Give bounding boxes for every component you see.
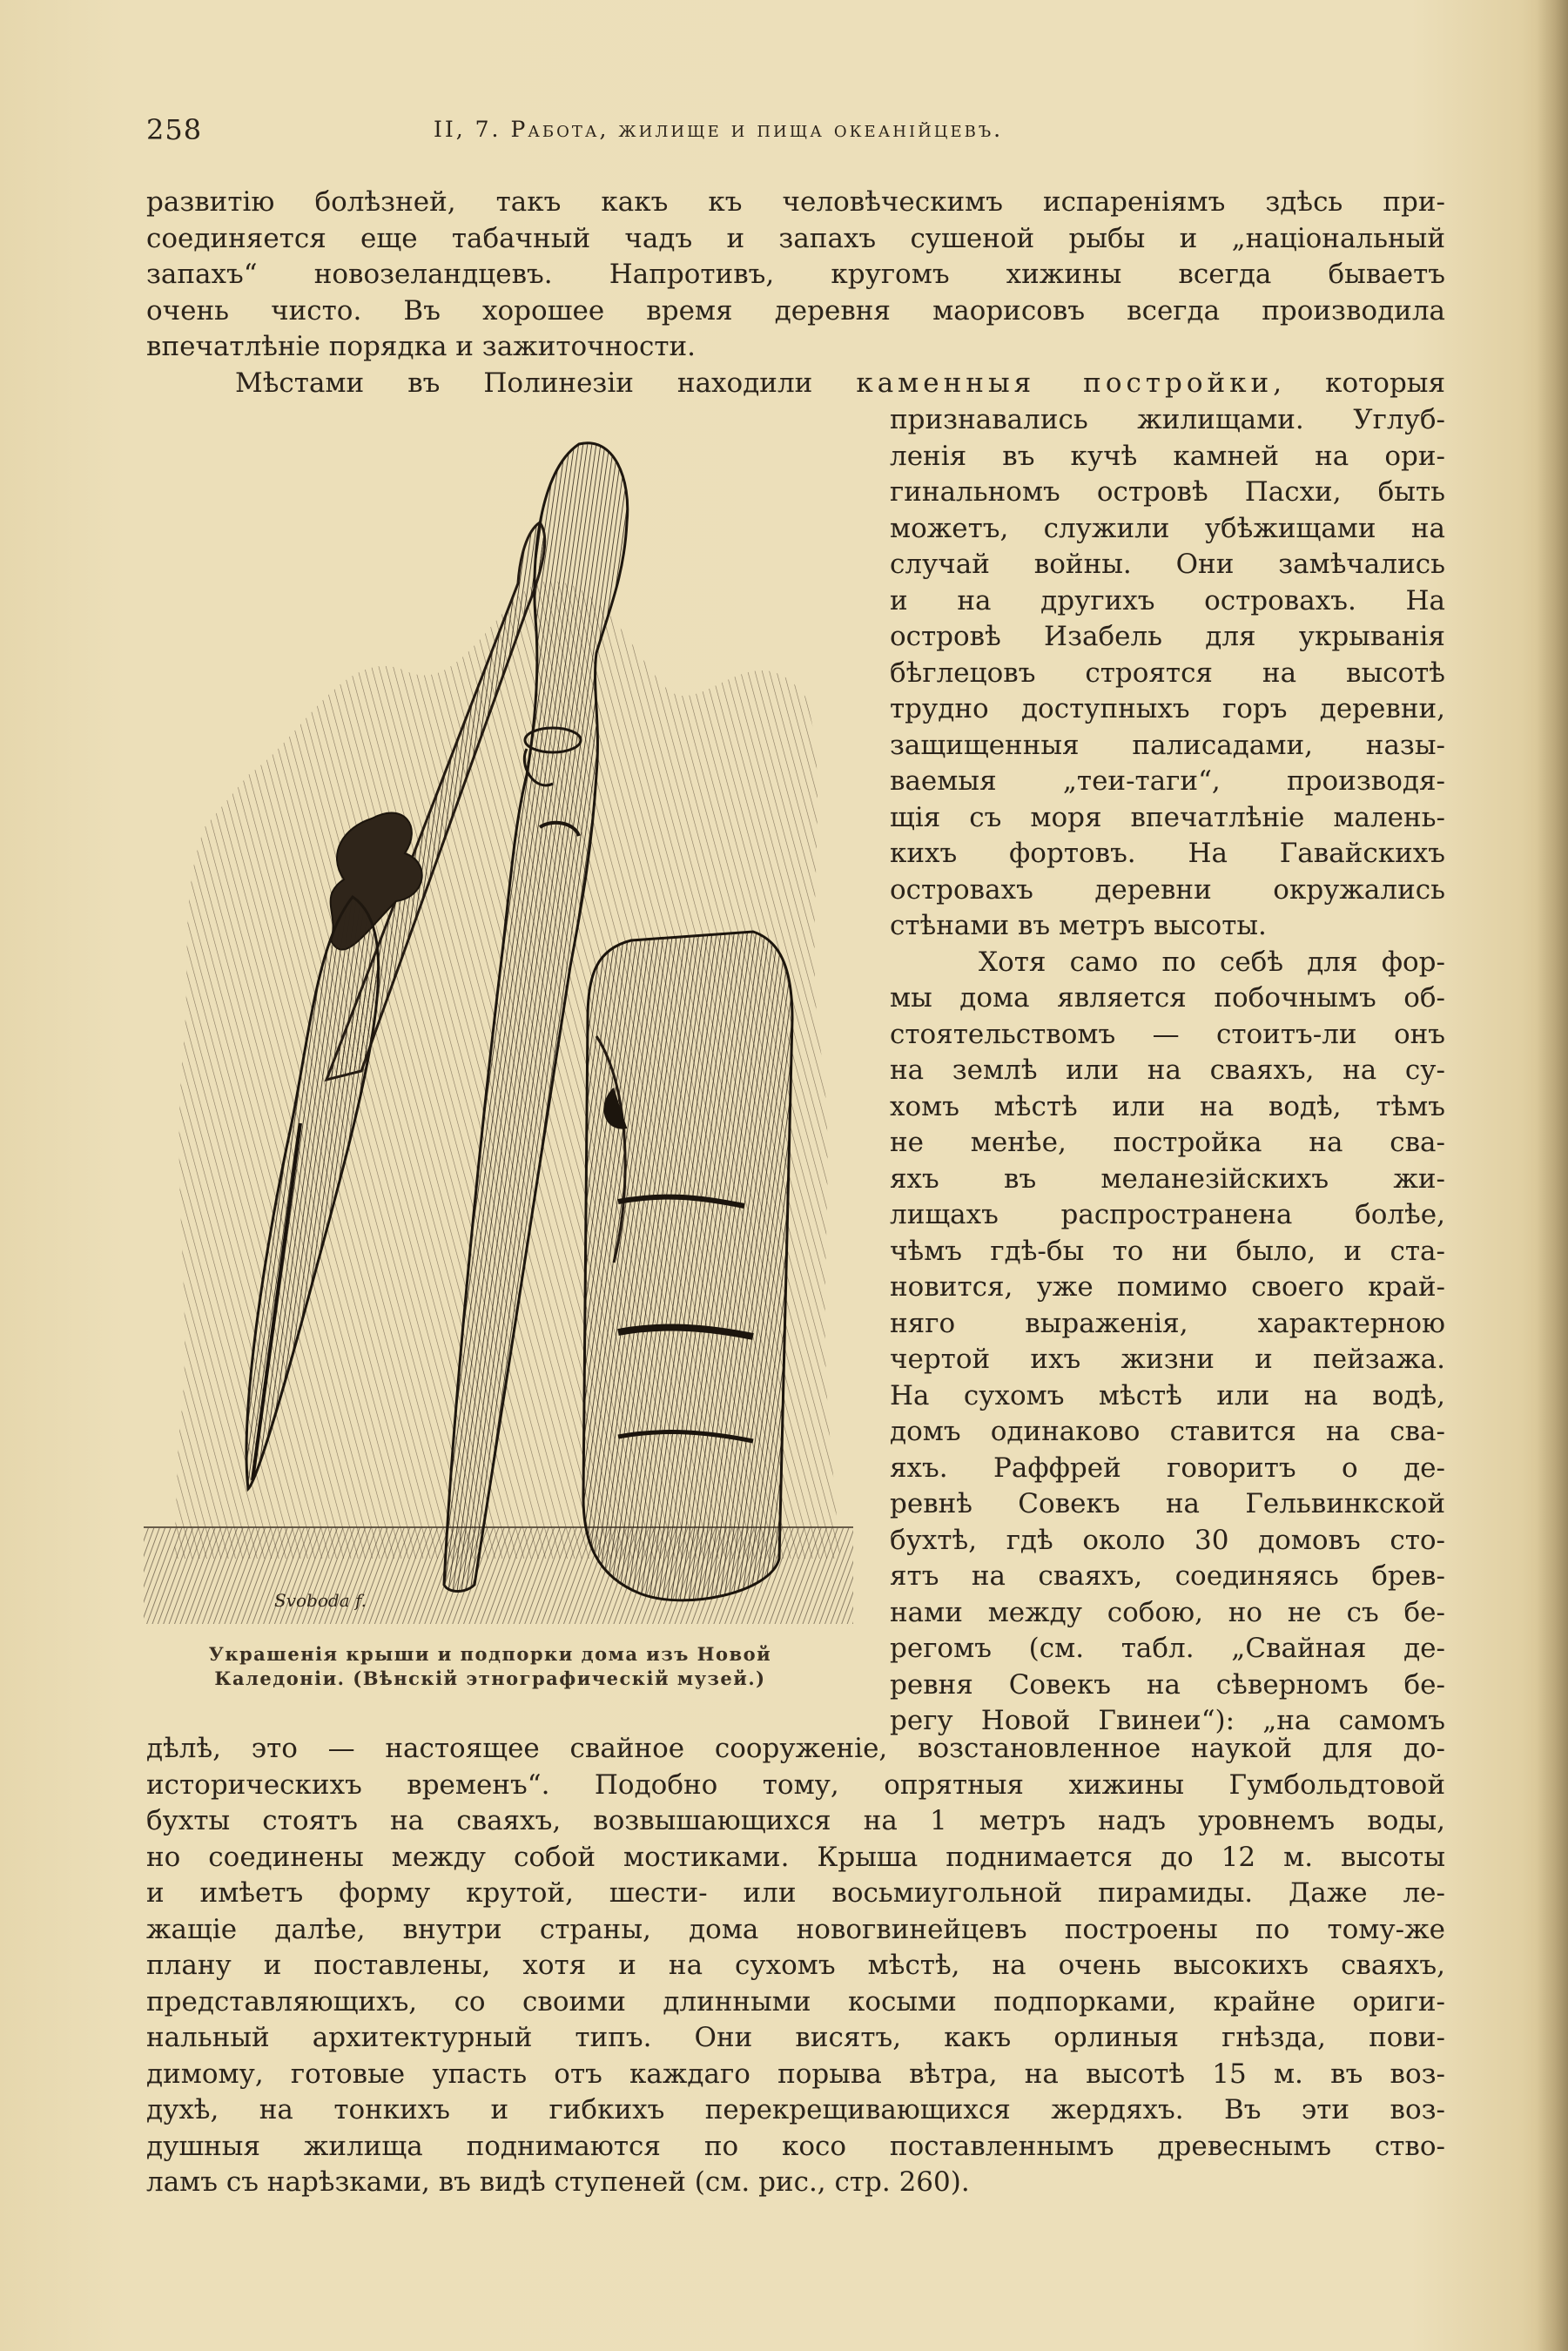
text-run: Мѣстами въ Полинезіи находили [235,367,857,399]
text-line: очень чисто. Въ хорошее время деревня маорисовъ всегда производила [146,294,1445,327]
caption-line: Украшенія крыши и подпорки дома изъ Новой [208,1643,772,1665]
figure-caption [146,1642,834,1691]
text-line: развитію болѣзней, такъ какъ къ человѣческимъ испареніямъ здѣсь при- [146,186,1445,218]
text-run: , которыя [1273,367,1445,399]
text-line: признавались жилищами. Углуб- [890,404,1445,435]
text-line: и на другихъ островахъ. На [890,584,1445,616]
text-line: ленія въ кучѣ камней на ори- [890,440,1445,472]
text-line: представляющихъ, со своими длинными косыми подпорками, крайне ориги- [146,1985,1445,2018]
text-line: няго выраженія, характерною [890,1307,1445,1339]
text-line: но соединены между собой мостиками. Крыша поднимается до 12 м. высоты [146,1841,1445,1873]
engraver-signature: Svoboda f. [274,1590,367,1611]
text-line: стѣнами въ метръ высоты. [890,910,1267,941]
text-line: мы дома является побочнымъ об- [890,982,1445,1014]
text-line: можетъ, служили убѣжищами на [890,512,1445,544]
text-line: не менѣе, постройка на сва- [890,1127,1445,1158]
carved-mask-post [583,932,792,1600]
page-number: 258 [146,113,203,146]
text-line: яхъ. Раффрей говоритъ о де- [890,1452,1445,1484]
text-line: стоятельствомъ — стоитъ-ли онъ [890,1018,1445,1050]
text-line: бухты стоятъ на сваяхъ, возвышающихся на 1 метръ надъ уровнемъ воды, [146,1805,1445,1836]
text-line: регомъ (см. табл. „Свайная де- [890,1633,1445,1664]
body-text-bottom [146,1731,1445,2201]
text-line: Хотя само по себѣ для фор- [979,946,1445,978]
body-text-top [146,185,1445,401]
text-line: запахъ“ новозеландцевъ. Напротивъ, кругомъ хижины всегда бываетъ [146,259,1445,290]
engraving-illustration [144,409,853,1633]
text-line: душныя жилища поднимаются по косо поставленнымъ древеснымъ ство- [146,2130,1445,2162]
text-line: на землѣ или на сваяхъ, на су- [890,1054,1445,1086]
text-line: островѣ Изабель для укрыванія [890,621,1445,652]
text-line: островахъ деревни окружались [890,873,1445,906]
text-line: соединяется еще табачный чадъ и запахъ сушеной рыбы и „національный [146,222,1445,254]
text-line: яхъ въ меланезійскихъ жи- [890,1162,1445,1195]
text-line: случай войны. Они замѣчались [890,549,1445,580]
text-line: чѣмъ гдѣ-бы то ни было, и ста- [890,1235,1445,1267]
text-line: ятъ на сваяхъ, соединяясь брев- [890,1560,1445,1592]
text-line: трудно доступныхъ горъ деревни, [890,693,1445,724]
text-line: жащіе далѣе, внутри страны, дома новогвинейцевъ построены по тому-же [146,1913,1445,1945]
text-line: нами между собою, но не съ бе- [890,1596,1445,1628]
text-line: плану и поставлены, хотя и на сухомъ мѣстѣ, на очень высокихъ сваяхъ, [146,1950,1445,1981]
text-line: ревня Совекъ на сѣверномъ бе- [890,1668,1445,1701]
text-line: нальный архитектурный типъ. Они висятъ, какъ орлиныя гнѣзда, пови- [146,2022,1445,2053]
spine-shadow [1537,0,1568,2351]
text-line: бухтѣ, гдѣ около 30 домовъ сто- [890,1524,1445,1556]
text-line: бѣглецовъ строятся на высотѣ [890,657,1445,689]
text-line: ревнѣ Совекъ на Гельвинкской [890,1488,1445,1519]
text-line: дѣлѣ, это — настоящее свайное сооруженіе, возстановленное наукой для до- [146,1733,1445,1764]
text-line: гинальномъ островѣ Пасхи, быть [890,476,1445,508]
emphasized-term: каменныя постройки [856,367,1274,399]
text-line: хомъ мѣстѣ или на водѣ, тѣмъ [890,1090,1445,1122]
body-text-right-column [890,402,1445,1740]
text-line: чертой ихъ жизни и пейзажа. [890,1344,1445,1375]
running-head [146,113,1445,148]
text-line: лищахъ распространена болѣе, [890,1199,1445,1230]
text-line: защищенныя палисадами, назы- [890,729,1445,761]
caption-line: Каледоніи. (Вѣнскій этнографическій музей.) [214,1667,766,1689]
text-line: димому, готовые упасть отъ каждаго порыва вѣтра, на высотѣ 15 м. въ воз- [146,2058,1445,2090]
chapter-title: II, 7. Работа, жилище и пища океанійцевъ. [434,117,1004,142]
text-line: На сухомъ мѣстѣ или на водѣ, [890,1379,1445,1411]
text-line: впечатлѣніе порядка и зажиточности. [146,331,697,362]
text-line: домъ одинаково ставится на сва- [890,1416,1445,1447]
text-line: ваемыя „теи-таги“, производя- [890,765,1445,797]
text-line: духѣ, на тонкихъ и гибкихъ перекрещивающихся жердяхъ. Въ эти воз- [146,2094,1445,2125]
paragraph-start-line [146,366,1445,402]
text-line: и имѣетъ форму крутой, шести- или восьмиугольной пирамиды. Даже ле- [146,1877,1445,1909]
text-line: регу Новой Гвинеи“): „на самомъ [890,1705,1445,1736]
text-line: новится, уже помимо своего край- [890,1271,1445,1303]
text-line: ламъ съ нарѣзками, въ видѣ ступеней (см. рис., стр. 260). [146,2166,970,2198]
text-line: кихъ фортовъ. На Гавайскихъ [890,838,1445,869]
illustration-new-caledonia-carvings [144,409,853,1633]
text-line: щія съ моря впечатлѣніе малень- [890,801,1445,833]
text-line: историческихъ временъ“. Подобно тому, опрятныя хижины Гумбольдтовой [146,1768,1445,1801]
